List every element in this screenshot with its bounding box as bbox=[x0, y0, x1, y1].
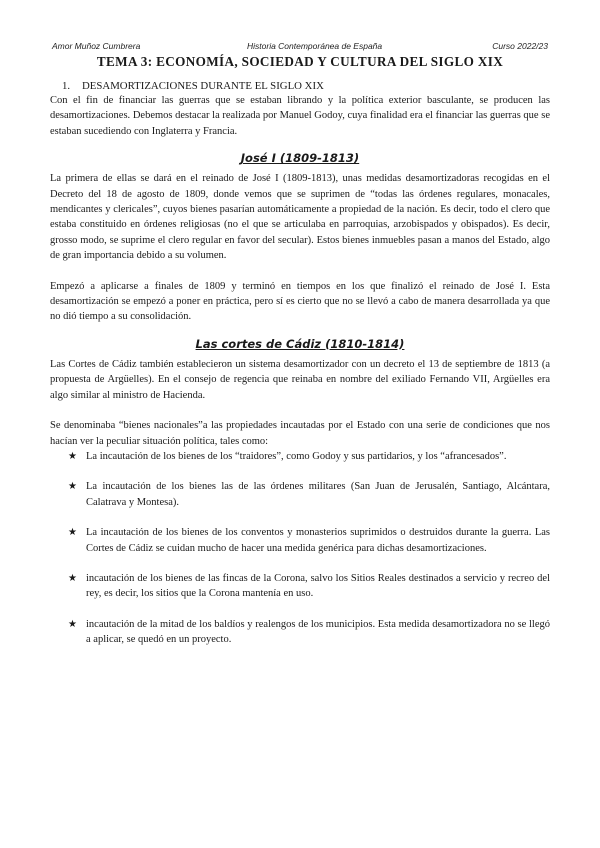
intro-paragraph: Con el fin de financiar las guerras que se estaban librando y la política exterior basculante, se producen las desamortizaciones. Debemos destacar la realizada por Manuel Godoy, cuya finalidad era el financiar las guerras que se estaban sucediendo con Inglaterra y Francia. bbox=[50, 95, 550, 137]
cadiz-paragraph-1: Las Cortes de Cádiz también establecieron un sistema desamortizador con un decreto el 13 de septiembre de 1813 (a propuesta de Argüelles). En el consejo de regencia que reinaba en nombre del exiliado Fernando VII, Argüelles era algo similar al ministro de Hacienda. bbox=[50, 358, 550, 401]
list-item-text: La incautación de los bienes las de las órdenes militares (San Juan de Jerusalén, Santiago, Alcántara, Calatrava y Montesa). bbox=[86, 481, 550, 508]
paragraph-gap bbox=[50, 403, 550, 418]
section-title: DESAMORTIZACIONES DURANTE EL SIGLO XIX bbox=[82, 80, 324, 92]
paragraph-gap bbox=[50, 264, 550, 279]
star-icon: ★ bbox=[68, 481, 77, 493]
header-author: Amor Muñoz Cumbrera bbox=[52, 41, 141, 51]
list-item bbox=[50, 617, 550, 648]
list-item bbox=[50, 449, 550, 464]
list-item-text: incautación de los bienes de las fincas de la Corona, salvo los Sitios Reales destinados a servicio y recreo del rey, es decir, los sitios que la Corona mantenía en uso. bbox=[86, 572, 550, 600]
star-icon: ★ bbox=[68, 572, 77, 584]
document-body bbox=[50, 54, 550, 663]
subheading-cortes-cadiz: Las cortes de Cádiz (1810-1814) bbox=[195, 336, 405, 351]
header-course: Curso 2022/23 bbox=[492, 41, 548, 51]
list-item-text: incautación de la mitad de los baldíos y realengos de los municipios. Esta medida desamortizadora no se llegó a aplicar, se quedó en un proyecto. bbox=[86, 618, 550, 646]
bienes-nacionales-list bbox=[50, 449, 550, 648]
list-item-text: La incautación de los bienes de los “traidores”, como Godoy y sus partidarios, y los “afrancesados”. bbox=[86, 450, 507, 462]
section-number: 1. bbox=[62, 80, 71, 92]
cadiz-paragraph-2: Se denominaba “bienes nacionales”a las propiedades incautadas por el Estado con una serie de condiciones que nos hacían ver la peculiar situación política, tales como: bbox=[50, 420, 550, 447]
list-item bbox=[50, 479, 550, 510]
document-title: TEMA 3: ECONOMÍA, SOCIEDAD Y CULTURA DEL SIGLO XIX bbox=[96, 54, 504, 69]
star-icon: ★ bbox=[68, 450, 77, 462]
list-item-text: La incautación de los bienes de los conventos y monasterios suprimidos o destruidos durante la guerra. Las Cortes de Cádiz se cuidan mucho de hacer una medida genérica para dichas desamortizaciones. bbox=[86, 527, 550, 554]
page-header bbox=[52, 41, 548, 53]
star-icon: ★ bbox=[68, 618, 77, 630]
star-icon: ★ bbox=[68, 527, 77, 539]
subheading-jose-i: José I (1809-1813) bbox=[240, 151, 360, 166]
header-subject: Historia Contemporánea de España bbox=[247, 41, 383, 51]
list-item bbox=[50, 525, 550, 556]
jose-paragraph-1: La primera de ellas se dará en el reinado de José I (1809-1813), unas medidas desamortizadoras recogidas en el Decreto del 18 de agosto de 1809, donde vemos que se suprimen de “todas las órdenes regulares, monacales, mendicantes y clericales”, cuyos bienes pasarían automáticamente a propiedad de la nación. Es decir, todo el clero que estaba constituido en órdenes religiosas (no el que se articulaba en parroquias, arzobispados y obispados). Es decir, grosso modo, se suprime el clero regular en favor del secular). Estos bienes inmuebles pasan a manos del Estado, algo de gran importancia debido a su volumen. bbox=[50, 173, 550, 262]
list-item bbox=[50, 571, 550, 602]
section-heading bbox=[50, 80, 550, 92]
jose-paragraph-2: Empezó a aplicarse a finales de 1809 y terminó en tiempos en los que finalizó el reinado de José I. Esta desamortización se empezó a poner en práctica, pero sí es cierto que no se llevó a cabo de manera desarrollada ya que no dió tiempo a su consolidación. bbox=[50, 280, 550, 323]
